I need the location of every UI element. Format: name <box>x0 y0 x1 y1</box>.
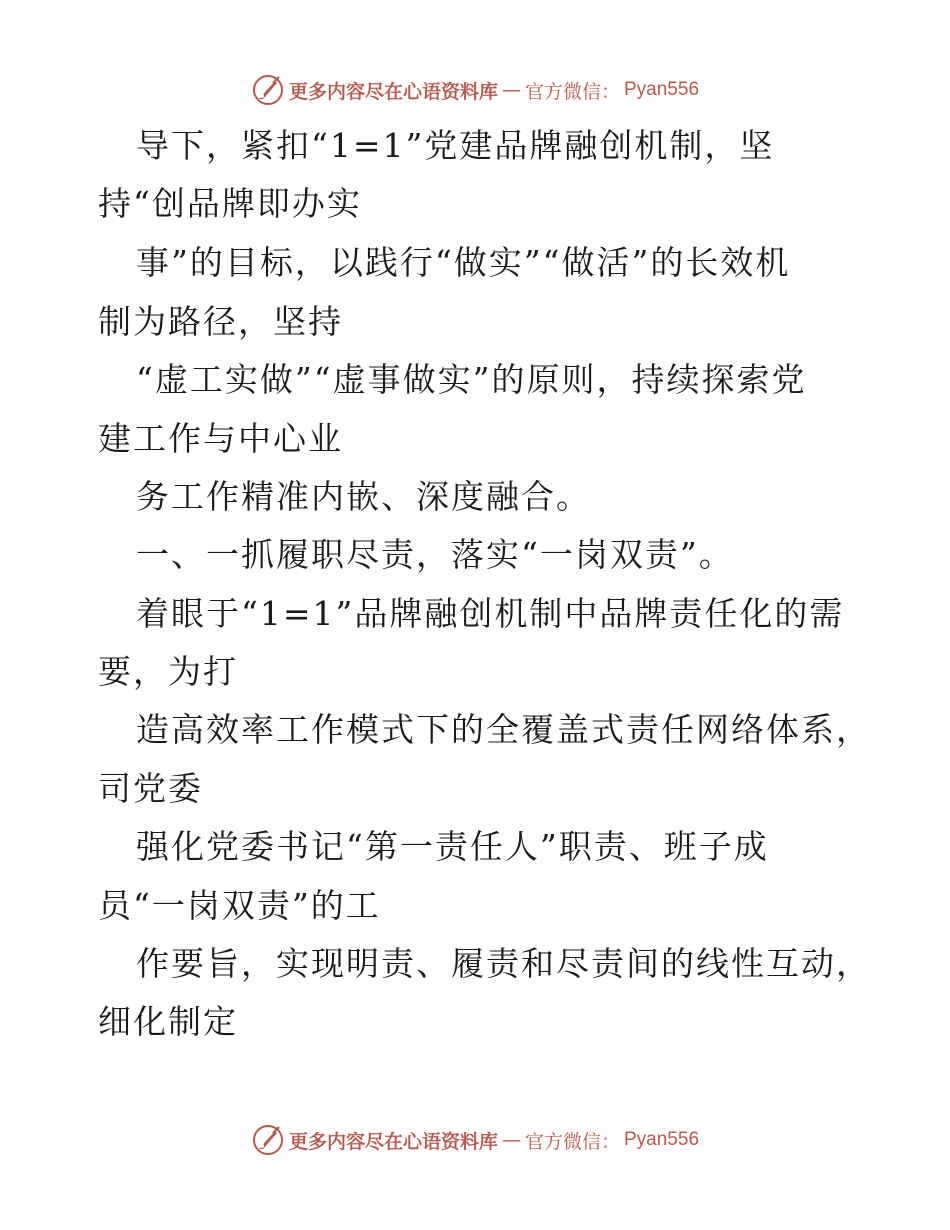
banner-main-text: 更多内容尽在心语资料库 <box>288 80 498 103</box>
feather-pen-logo-icon <box>251 73 285 107</box>
text-line: “虚工实做”“虚事做实”的原则，持续探索党 <box>136 360 807 399</box>
feather-pen-logo-icon <box>251 1123 285 1157</box>
banner-wechat-label: 官方微信： <box>524 1130 620 1153</box>
header-watermark-banner <box>0 70 950 110</box>
banner-wechat-id: Pyan556 <box>624 1129 700 1150</box>
text-line: 造高效率工作模式下的全覆盖式责任网络体系， <box>136 710 871 749</box>
text-line: 司党委 <box>98 769 203 808</box>
text-line: 强化党委书记“第一责任人”职责、班子成 <box>136 827 769 866</box>
banner-separator: — <box>501 79 521 101</box>
text-line: 要，为打 <box>98 652 238 691</box>
text-line: 持“创品牌即办实 <box>98 184 362 223</box>
banner-wechat-label: 官方微信： <box>524 80 620 103</box>
footer-watermark-banner <box>0 1120 950 1160</box>
text-line: 着眼于“1=1”品牌融创机制中品牌责任化的需 <box>136 594 845 633</box>
text-line: 导下，紧扣“1=1”党建品牌融创机制，坚 <box>136 126 775 165</box>
text-line: 制为路径，坚持 <box>98 302 343 341</box>
banner-wechat-id: Pyan556 <box>624 79 700 100</box>
text-line: 一、一抓履职尽责，落实“一岗双责”。 <box>136 535 734 574</box>
banner-main-text: 更多内容尽在心语资料库 <box>288 1130 498 1153</box>
text-line: 员“一岗双责”的工 <box>98 886 381 925</box>
text-line: 事”的目标，以践行“做实”“做活”的长效机 <box>136 243 791 282</box>
text-line: 作要旨，实现明责、履责和尽责间的线性互动， <box>136 944 871 983</box>
banner-separator: — <box>501 1129 521 1151</box>
text-line: 建工作与中心业 <box>98 419 343 458</box>
text-line: 务工作精准内嵌、深度融合。 <box>136 477 591 516</box>
text-line: 细化制定 <box>98 1002 238 1041</box>
